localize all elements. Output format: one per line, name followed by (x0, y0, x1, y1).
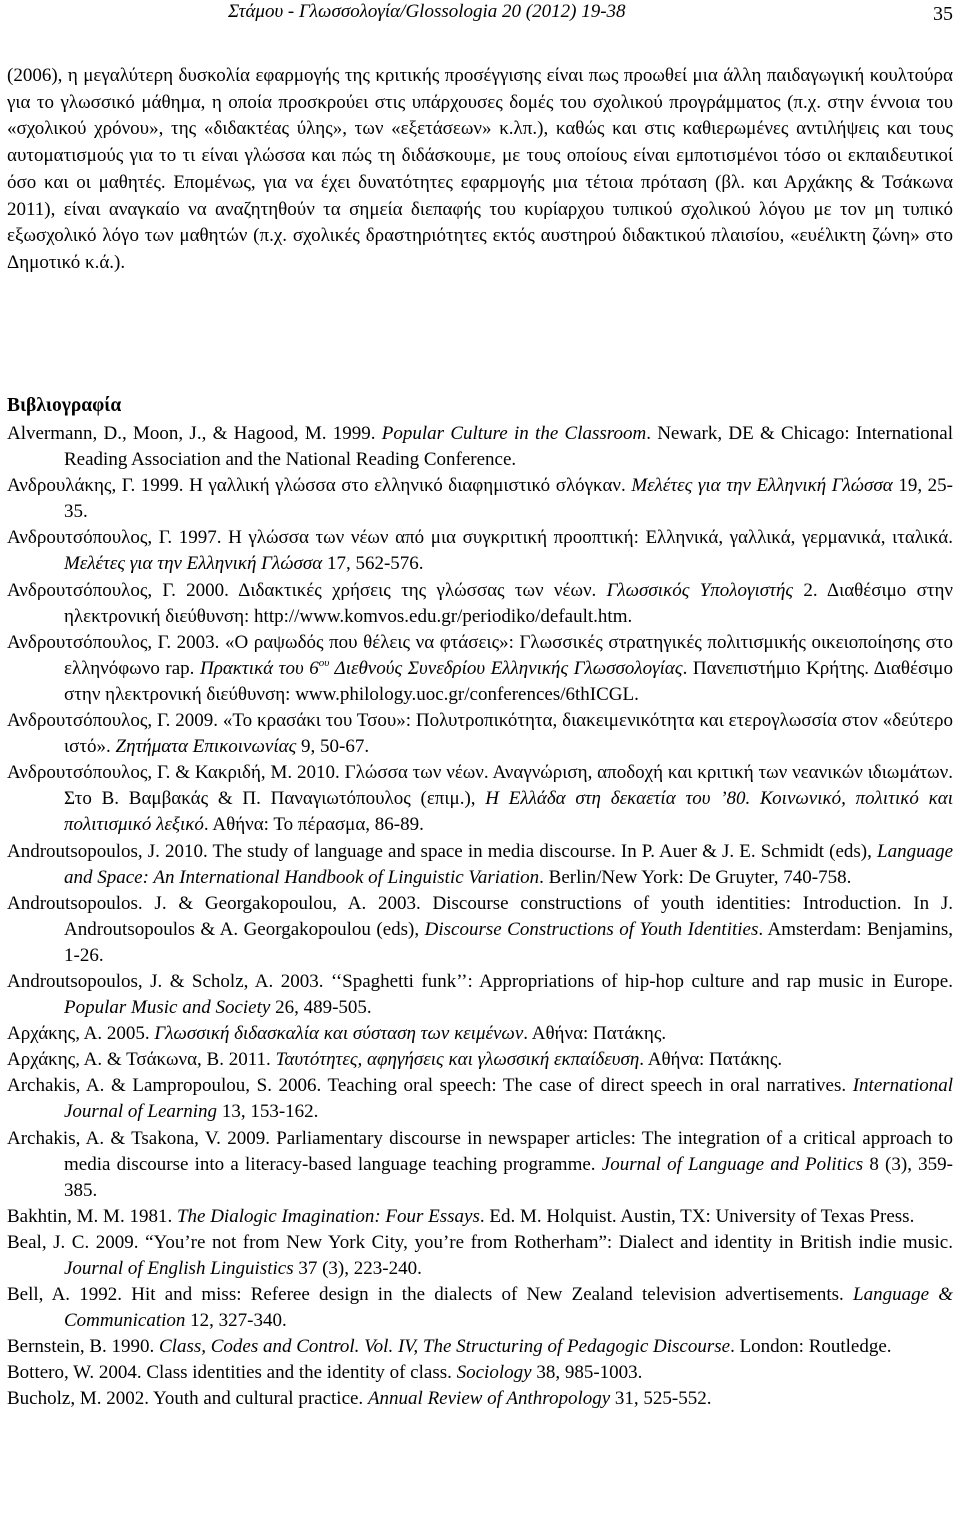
reference-text: Bottero, W. 2004. Class identities and the identity of class. (7, 1362, 457, 1384)
reference-entry (7, 1073, 953, 1125)
reference-entry (7, 473, 953, 525)
reference-text: 12, 327-340. (185, 1310, 287, 1332)
bibliography-heading: Βιβλιογραφία (7, 395, 122, 416)
reference-italic-text: Language & Communication (64, 1284, 953, 1332)
reference-text: Ανδρουλάκης, Γ. 1999. Η γαλλική γλώσσα στο ελληνικό διαφημιστικό σλόγκαν. (7, 475, 632, 497)
page-number: 35 (933, 3, 953, 25)
reference-text: . Πανεπιστήμιο Κρήτης. Διαθέσιμο στην ηλεκτρονική διεύθυνση: www.philology.uoc.gr/conferences/6thICGL. (64, 657, 953, 705)
reference-italic-text: Discourse Constructions of Youth Identities (424, 918, 759, 940)
reference-text: . Αθήνα: Το πέρασμα, 86-89. (203, 814, 424, 836)
reference-italic-text: Journal of Language and Politics (601, 1153, 864, 1175)
reference-italic-text: Popular Culture in the Classroom (381, 423, 647, 444)
reference-italic-text: Annual Review of Anthropology (367, 1388, 611, 1410)
reference-text: 17, 562-576. (322, 553, 424, 575)
reference-italic-text: Ζητήματα Επικοινωνίας (115, 736, 297, 758)
reference-italic-text: Πρακτικά του 6 (199, 657, 319, 679)
reference-text: Archakis, A. & Tsakona, V. 2009. Parliamentary discourse in newspaper articles: The integration of a critical approach to media discourse into a literacy-based language teaching programme. (7, 1127, 953, 1175)
reference-text: Alvermann, D., Moon, J., & Hagood, M. 1999. (7, 423, 382, 444)
reference-text: Androutsopoulos. J. & Georgakopoulou, A. 2003. Discourse constructions of youth identities: Introduction. In J. Androutsopoulos & A. Georgakopoulou (eds), (7, 892, 953, 940)
reference-entry (7, 1204, 953, 1230)
reference-text: Androutsopoulos, J. & Scholz, A. 2003. ‘‘Spaghetti funk’’: Appropriations of hip-hop culture and rap music in Europe. (7, 970, 953, 992)
reference-entry (7, 578, 953, 630)
reference-entry (7, 839, 953, 891)
reference-text: . Ed. M. Holquist. Austin, TX: University of Texas Press. (479, 1205, 915, 1227)
reference-text: Ανδρουτσόπουλος, Γ. 2003. «Ο ραψωδός που θέλεις να φτάσεις»: Γλωσσικές στρατηγικές πολιτισμικής οικειοποίησης στο ελληνόφωνο rap. (7, 631, 953, 679)
reference-text: 2. Διαθέσιμο στην ηλεκτρονική διεύθυνση: http://www.komvos.edu.gr/periodiko/default.htm. (64, 579, 953, 627)
reference-text: Beal, J. C. 2009. “You’re not from New York City, you’re from Rotherham”: Dialect and identity in British indie music. (7, 1231, 953, 1253)
reference-text: Αρχάκης, Α. & Τσάκωνα, Β. 2011. (7, 1049, 276, 1071)
reference-entry (7, 1386, 953, 1412)
reference-entry (7, 1334, 953, 1360)
body-text (7, 63, 953, 277)
reference-text: Ανδρουτσόπουλος, Γ. 2000. Διδακτικές χρήσεις της γλώσσας των νέων. (7, 579, 607, 601)
reference-text: . Αθήνα: Πατάκης. (523, 1023, 667, 1045)
reference-text: . London: Routledge. (730, 1336, 892, 1358)
reference-text: Bucholz, M. 2002. Youth and cultural practice. (7, 1388, 368, 1410)
reference-list (7, 421, 953, 1413)
reference-italic-text: Sociology (456, 1362, 532, 1384)
reference-text: 26, 489-505. (270, 997, 372, 1019)
reference-italic-text: Μελέτες για την Ελληνική Γλώσσα (631, 475, 893, 497)
reference-text: Ανδρουτσόπουλος, Γ. & Κακριδή, Μ. 2010. Γλώσσα των νέων. Αναγνώριση, αποδοχή και κριτική των νεανικών ιδιωμάτων. Στο Β. Βαμβακάς & Π. Παναγιωτόπουλος (επιμ.), (7, 762, 953, 810)
reference-entry (7, 969, 953, 1021)
journal-citation: Στάμου - Γλωσσολογία/Glossologia 20 (2012) 19-38 (228, 1, 626, 22)
reference-text: Bakhtin, M. M. 1981. (7, 1205, 177, 1227)
reference-italic-text: Γλωσσική διδασκαλία και σύσταση των κειμένων (154, 1023, 524, 1045)
reference-entry (7, 891, 953, 969)
reference-text: Ανδρουτσόπουλος, Γ. 2009. «Το κρασάκι του Τσου»: Πολυτροπικότητα, διακειμενικότητα και ετερογλωσσία στον «δεύτερο ιστό». (7, 710, 953, 758)
reference-italic-text: Διεθνούς Συνεδρίου Ελληνικής Γλωσσολογίας (329, 657, 683, 679)
reference-text: . Αθήνα: Πατάκης. (639, 1049, 783, 1071)
reference-text: 19, 25-35. (64, 475, 953, 523)
reference-italic-text: Journal of English Linguistics (64, 1258, 294, 1279)
reference-italic-text: Η Ελλάδα στη δεκαετία του ’80. Κοινωνικό, πολιτικό και πολιτισμικό λεξικό (64, 788, 954, 836)
reference-text: Bernstein, B. 1990. (7, 1336, 159, 1358)
reference-text: . Newark, DE & Chicago: International Reading Association and the National Reading Conference. (64, 423, 953, 471)
reference-italic-text: ου (318, 656, 330, 669)
reference-italic-text: The Dialogic Imagination: Four Essays (176, 1205, 480, 1227)
reference-entry (7, 1047, 953, 1073)
reference-italic-text: Γλωσσικός Υπολογιστής (606, 579, 794, 601)
reference-italic-text: Popular Music and Society (64, 997, 271, 1019)
reference-text: 38, 985-1003. (531, 1362, 643, 1384)
reference-text: Archakis, A. & Lampropoulou, S. 2006. Teaching oral speech: The case of direct speech in oral narratives. (7, 1075, 853, 1097)
reference-entry (7, 1230, 953, 1282)
reference-text: 31, 525-552. (610, 1388, 712, 1410)
reference-text: Androutsopoulos, J. 2010. The study of language and space in media discourse. In P. Auer & J. E. Schmidt (eds), (7, 840, 877, 862)
reference-entry (7, 1360, 953, 1386)
reference-text: 9, 50-67. (296, 736, 370, 758)
reference-italic-text: Language and Space: An International Handbook of Linguistic Variation (64, 840, 953, 888)
reference-text: 13, 153-162. (217, 1101, 319, 1123)
reference-entry (7, 760, 953, 838)
reference-text: Ανδρουτσόπουλος, Γ. 1997. Η γλώσσα των νέων από μια συγκριτική προοπτική: Ελληνικά, γαλλικά, γερμανικά, ιταλικά. (7, 527, 953, 549)
running-header (0, 0, 960, 40)
reference-italic-text: Ταυτότητες, αφηγήσεις και γλωσσική εκπαίδευση (275, 1049, 640, 1071)
reference-entry (7, 708, 953, 760)
body-paragraph: (2006), η μεγαλύτερη δυσκολία εφαρμογής της κριτικής προσέγγισης είναι πως προωθεί μια άλλη παιδαγωγική κουλτούρα για το γλωσσικό μάθημα, η οποία προσκρούει στις υπάρχουσες δομές του σχολικού προγράμματος (π.χ. στην έννοια του «σχολικού χρόνου», της «διδακτέας ύλης», των «εξετάσεων» κ.λπ.), καθώς και στις καθιερωμένες αντιλήψεις και τους αυτοματισμούς για το τι είναι γλώσσα και πώς τη διδάσκουμε, με τους οποίους είναι εμποτισμένοι τόσο οι εκπαιδευτικοί όσο και οι μαθητές. Επομένως, για να έχει δυνατότητες εφαρμογής μια τέτοια πρόταση (βλ. και Αρχάκης & Τσάκωνα 2011), είναι αναγκαίο να αναζητηθούν τα σημεία διεπαφής του κυρίαρχου τυπικού σχολικού λόγου με τον μη τυπικό εξωσχολικό λόγο των μαθητών (π.χ. σχολικές δραστηριότητες εκτός αυστηρού διδακτικού πλαισίου, «ευέλικτη ζώνη» στο Δημοτικό κ.ά.). (7, 65, 953, 273)
reference-text: . Amsterdam: Benjamins, 1-26. (64, 918, 953, 966)
reference-text: 37 (3), 223-240. (293, 1258, 422, 1279)
reference-entry (7, 525, 953, 577)
reference-entry (7, 421, 953, 473)
reference-italic-text: International Journal of Learning (64, 1075, 953, 1123)
reference-italic-text: Class, Codes and Control. Vol. IV, The Structuring of Pedagogic Discourse (159, 1336, 731, 1358)
reference-text: Bell, A. 1992. Hit and miss: Referee design in the dialects of New Zealand television advertisements. (7, 1284, 853, 1306)
reference-text: 8 (3), 359-385. (64, 1153, 953, 1201)
reference-entry (7, 1126, 953, 1204)
reference-entry (7, 630, 953, 708)
reference-entry (7, 1282, 953, 1334)
reference-italic-text: Μελέτες για την Ελληνική Γλώσσα (64, 553, 323, 575)
reference-entry (7, 1021, 953, 1047)
reference-text: . Berlin/New York: De Gruyter, 740-758. (539, 866, 852, 888)
reference-text: Αρχάκης, Α. 2005. (7, 1023, 155, 1045)
